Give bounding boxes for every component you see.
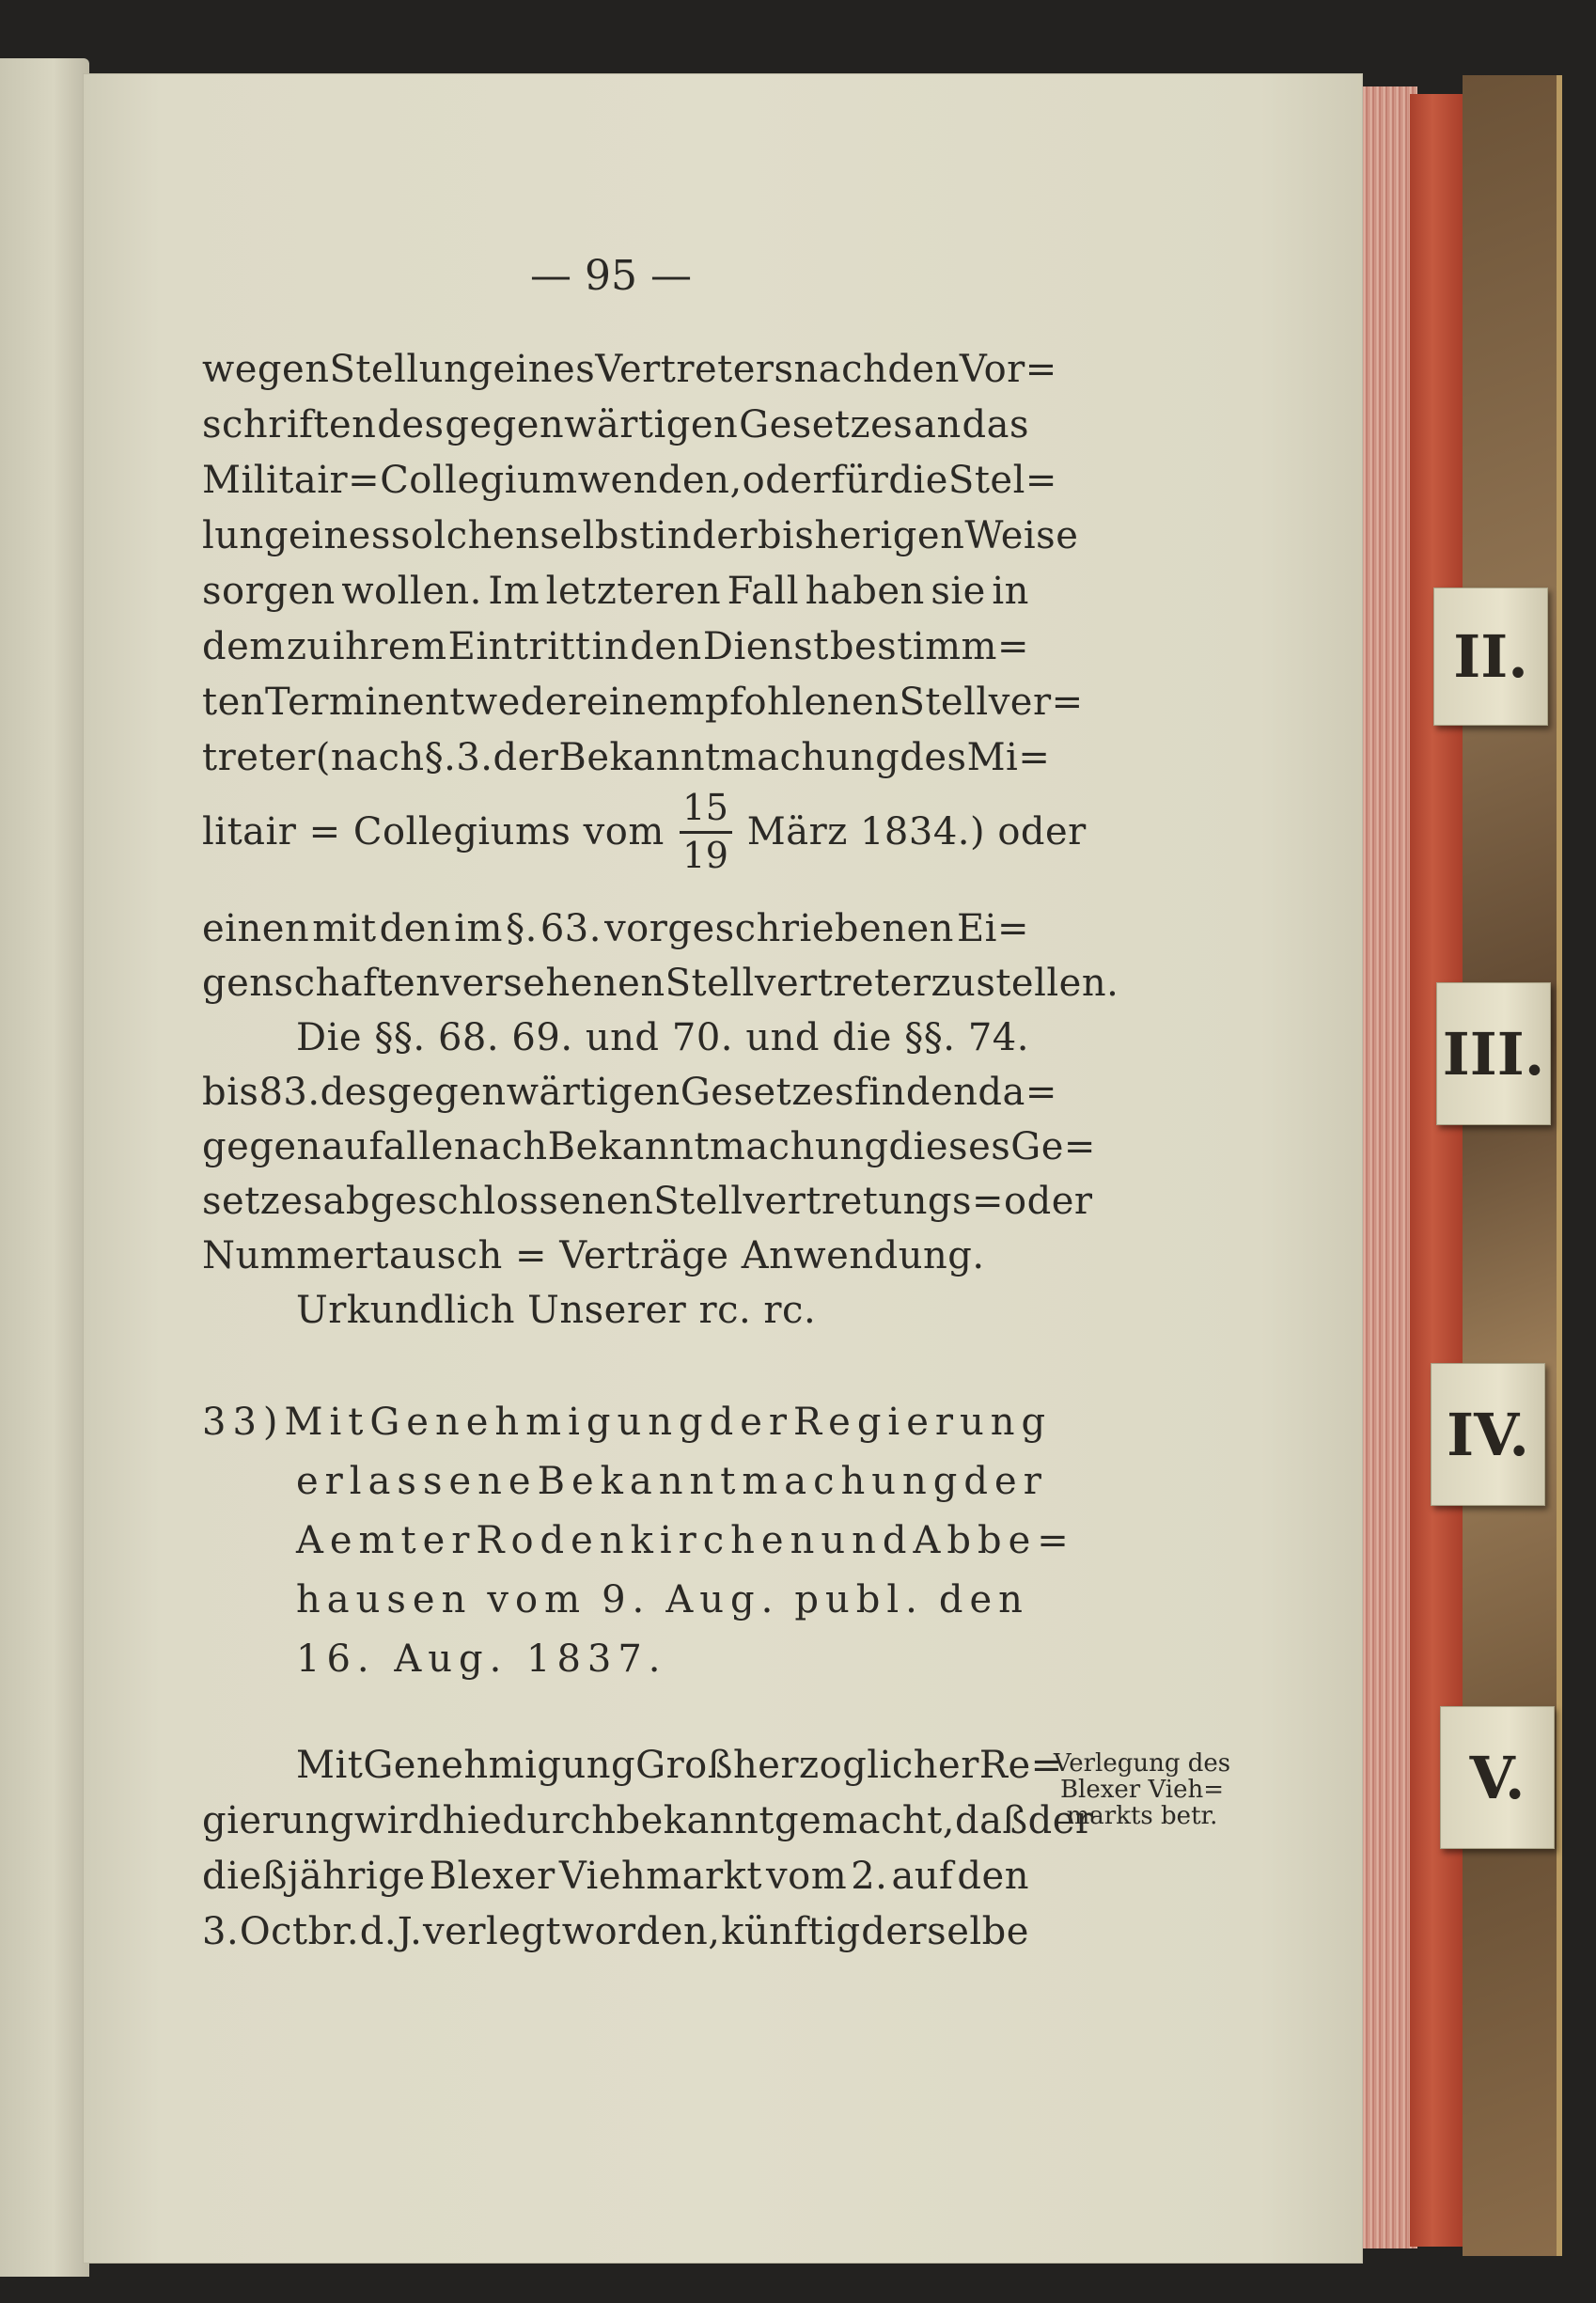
- body-line: wegen Stellung eines Vertreters nach den Vor=: [202, 348, 1057, 391]
- fraction-denominator: 19: [682, 834, 729, 876]
- body-line: setzes abgeschlossenen Stellvertretungs = oder: [202, 1180, 1093, 1223]
- index-tab-ii[interactable]: II.: [1433, 588, 1548, 726]
- body-line: Mit Genehmigung Großherzoglicher Re=: [296, 1744, 1063, 1787]
- body-line: treter (nach §. 3. der Bekanntmachung des Mi=: [202, 736, 1051, 779]
- fraction-line-after: März 1834.) oder: [746, 810, 1087, 854]
- body-line: 3. Octbr. d. J. verlegt worden, künftig derselbe: [202, 1910, 1029, 1953]
- body-line: ten Termin entweder ein empfohlenen Stellver=: [202, 681, 1084, 724]
- red-page-edges: [1410, 94, 1466, 2247]
- body-line: dem zu ihrem Eintritt in den Dienst bestimm=: [202, 625, 1029, 668]
- body-line: lung eines solchen selbst in der bisherigen Weise: [202, 514, 1079, 557]
- index-tab-iv[interactable]: IV.: [1431, 1363, 1545, 1506]
- margin-note: Verlegung des Blexer Vieh= markts betr.: [1053, 1749, 1231, 1830]
- body-line: gierung wird hiedurch bekannt gemacht, daß der: [202, 1799, 1094, 1842]
- body-line: dießjährige Blexer Viehmarkt vom 2. auf den: [202, 1855, 1029, 1898]
- book-cover: [1463, 75, 1562, 2256]
- body-line: Die §§. 68. 69. und 70. und die §§. 74.: [296, 1016, 1029, 1059]
- fraction-line: [202, 787, 1087, 876]
- date-fraction: [680, 787, 732, 876]
- heading-line: Aemter Rodenkirchen und Abbe=: [296, 1519, 1075, 1562]
- body-line: schriften des gegenwärtigen Gesetzes an das: [202, 403, 1029, 446]
- heading-line: erlassene Bekanntmachung der: [296, 1460, 1048, 1503]
- heading-line: 33) Mit Genehmigung der Regierung: [202, 1401, 1053, 1444]
- fraction-line-before: litair = Collegiums vom: [202, 810, 665, 854]
- index-tab-iii[interactable]: III.: [1436, 982, 1551, 1125]
- body-line: Nummertausch = Verträge Anwendung.: [202, 1234, 985, 1277]
- body-line: bis 83. des gegenwärtigen Gesetzes finden da=: [202, 1071, 1057, 1114]
- index-tab-v[interactable]: V.: [1440, 1706, 1555, 1849]
- body-line: Urkundlich Unserer rc. rc.: [296, 1289, 817, 1332]
- facing-page-edge: [0, 58, 89, 2277]
- body-line: Militair = Collegium wenden, oder für die Stel=: [202, 459, 1057, 502]
- heading-line: 16. Aug. 1837.: [296, 1637, 667, 1681]
- fraction-bar: [680, 831, 732, 834]
- fraction-numerator: 15: [682, 787, 729, 828]
- body-line: einen mit den im §. 63. vorgeschriebenen Ei=: [202, 907, 1029, 950]
- page-number: — 95 —: [530, 252, 692, 300]
- heading-line: hausen vom 9. Aug. publ. den: [296, 1578, 1029, 1622]
- body-line: genschaften versehenen Stellvertreter zu stellen.: [202, 962, 1119, 1005]
- body-line: sorgen wollen. Im letzteren Fall haben sie in: [202, 570, 1029, 613]
- body-line: gegen auf alle nach Bekanntmachung dieses Ge=: [202, 1125, 1096, 1168]
